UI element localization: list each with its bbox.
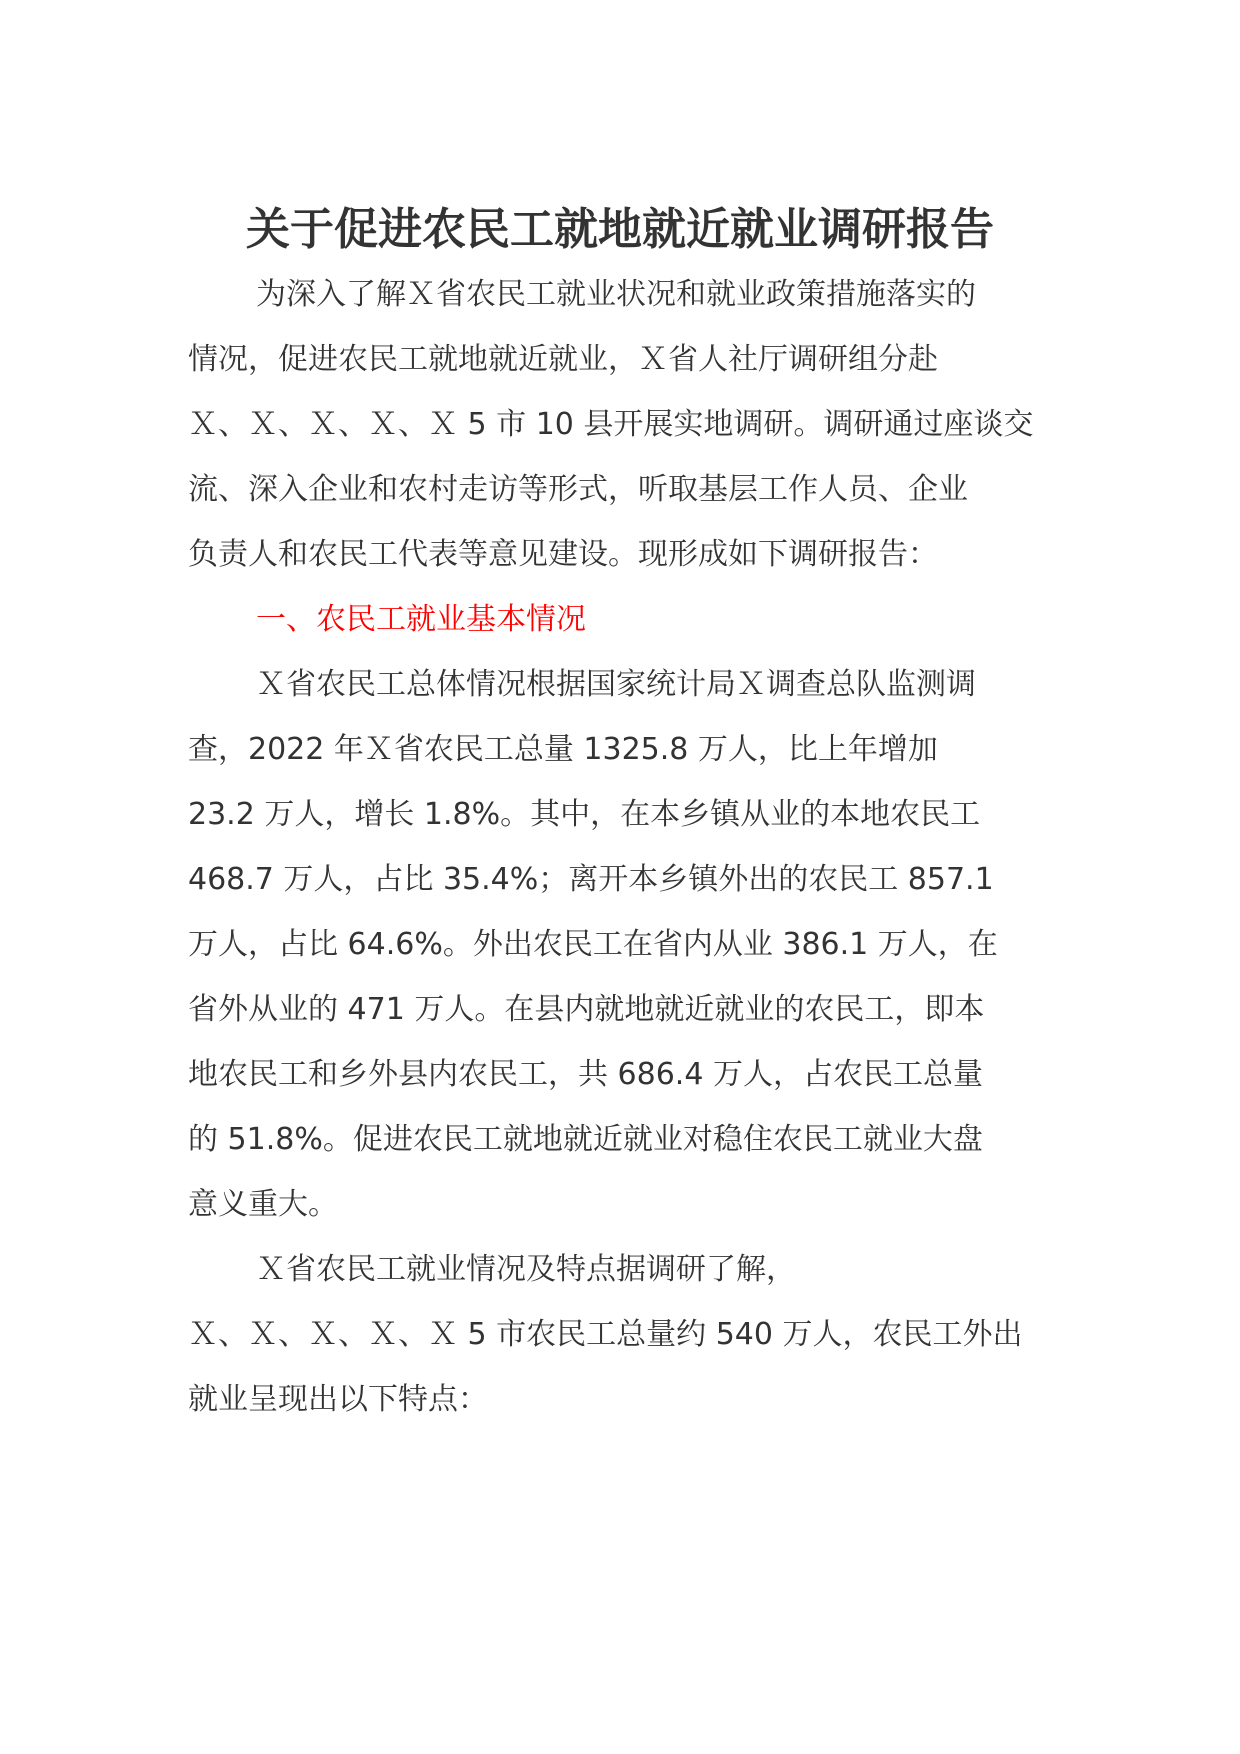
paragraph-line: 468.7 万人，占比 35.4%；离开本乡镇外出的农民工 857.1 [188,862,994,897]
paragraph-line: 省外从业的 471 万人。在县内就地就近就业的农民工，即本 [188,992,985,1027]
paragraph-line: 负责人和农民工代表等意见建设。现形成如下调研报告： [188,537,938,572]
paragraph-line: Ｘ、Ｘ、Ｘ、Ｘ、Ｘ 5 市 10 县开展实地调研。调研通过座谈交 [188,407,1034,442]
paragraph-line: Ｘ省农民工就业情况及特点据调研了解， [256,1252,796,1287]
section-heading: 一、农民工就业基本情况 [256,602,586,637]
paragraph-overview [188,652,1048,1237]
paragraph-line: 情况，促进农民工就地就近就业，Ｘ省人社厅调研组分赴 [188,342,938,377]
paragraph-characteristics [188,1237,1048,1432]
paragraph-line: 流、深入企业和农村走访等形式，听取基层工作人员、企业 [188,472,968,507]
paragraph-line: 地农民工和乡外县内农民工，共 686.4 万人，占农民工总量 [188,1057,983,1092]
paragraph-line: 意义重大。 [188,1187,338,1222]
paragraph-line: 万人，占比 64.6%。外出农民工在省内从业 386.1 万人，在 [188,927,998,962]
paragraph-intro [188,262,1048,587]
paragraph-line: Ｘ省农民工总体情况根据国家统计局Ｘ调查总队监测调 [256,667,976,702]
paragraph-line: 查，2022 年Ｘ省农民工总量 1325.8 万人，比上年增加 [188,732,938,767]
paragraph-line: 的 51.8%。促进农民工就地就近就业对稳住农民工就业大盘 [188,1122,983,1157]
paragraph-line: Ｘ、Ｘ、Ｘ、Ｘ、Ｘ 5 市农民工总量约 540 万人，农民工外出 [188,1317,1023,1352]
paragraph-line: 就业呈现出以下特点： [188,1382,488,1417]
paragraph-line: 23.2 万人，增长 1.8%。其中，在本乡镇从业的本地农民工 [188,797,981,832]
section-heading-container [188,587,1048,652]
paragraph-line: 为深入了解Ｘ省农民工就业状况和就业政策措施落实的 [256,277,976,312]
document-title: 关于促进农民工就地就近就业调研报告 [246,204,994,255]
